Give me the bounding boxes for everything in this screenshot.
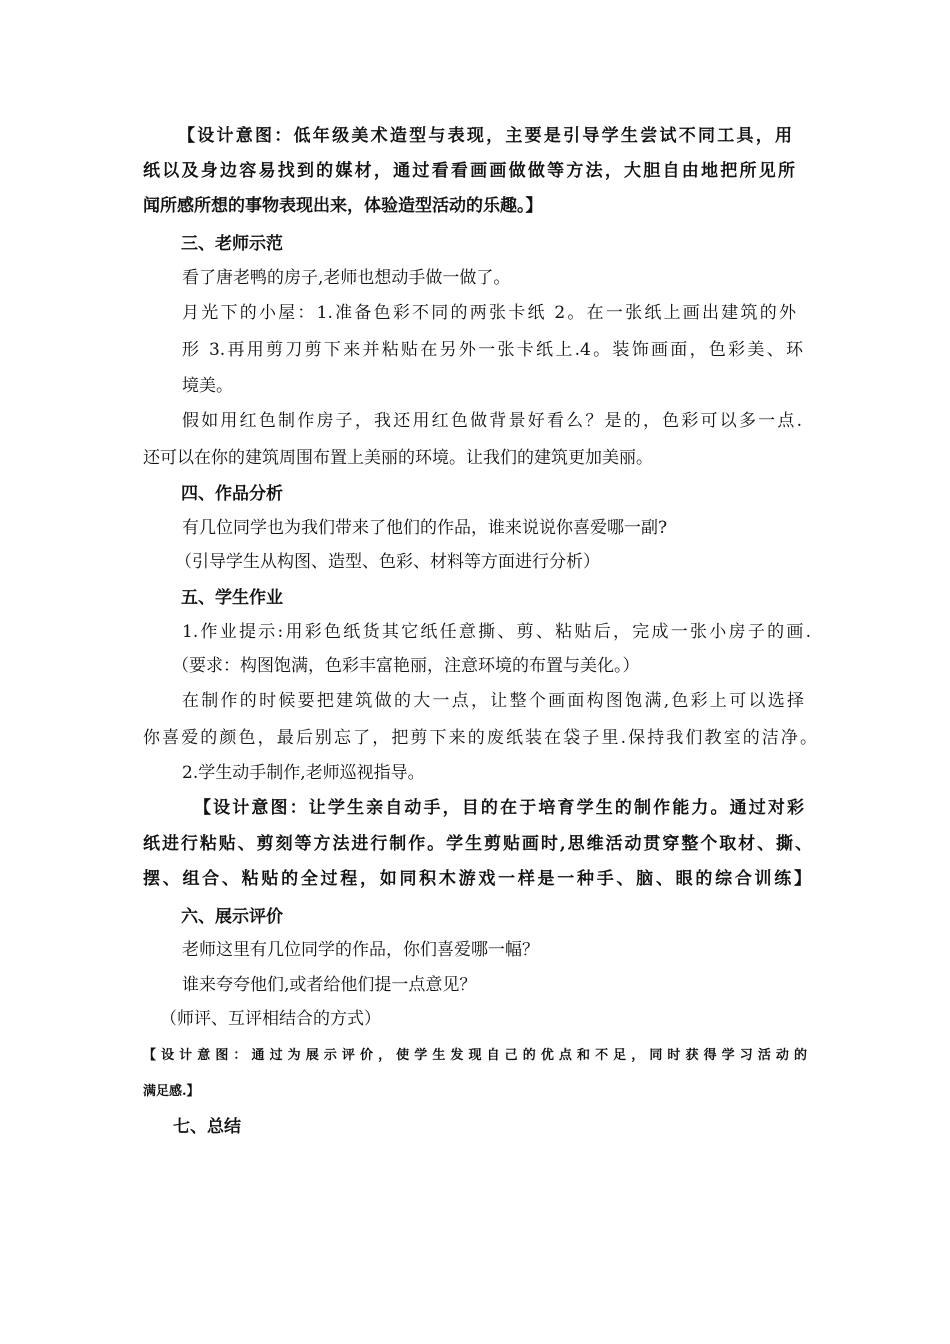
design-intent-3-line-1: 【设计意图：通过为展示评价，使学生发现自己的优点和不足，同时获得学习活动的 bbox=[143, 1048, 807, 1063]
paragraph-line: （引导学生从构图、造型、色彩、材料等方面进行分析） bbox=[175, 552, 600, 572]
paragraph-line: 境美。 bbox=[182, 376, 233, 396]
design-intent-2-line-1: 【设计意图：让学生亲自动手，目的在于培育学生的制作能力。通过对彩 bbox=[194, 798, 804, 818]
paragraph-line: 看了唐老鸭的房子,老师也想动手做一做了。 bbox=[182, 268, 511, 288]
paragraph-line: 谁来夸夸他们,或者给他们提一点意见？ bbox=[182, 975, 477, 995]
design-intent-1-line-1: 【设计意图：低年级美术造型与表现，主要是引导学生尝试不同工具，用 bbox=[178, 126, 792, 146]
paragraph-line: 1.作业提示:用彩色纸货其它纸任意撕、剪、粘贴后，完成一张小房子的画. bbox=[182, 622, 811, 642]
section-heading-summary: 七、总结 bbox=[173, 1117, 241, 1137]
paragraph-line: 还可以在你的建筑周围布置上美丽的环境。让我们的建筑更加美丽。 bbox=[143, 448, 653, 468]
design-intent-2-line-2: 纸进行粘贴、剪刻等方法进行制作。学生剪贴画时,思维活动贯穿整个取材、撕、 bbox=[143, 834, 812, 854]
paragraph-line: 有几位同学也为我们带来了他们的作品，谁来说说你喜爱哪一副? bbox=[182, 518, 668, 538]
design-intent-3-line-2: 满足感.】 bbox=[143, 1084, 200, 1099]
design-intent-2-line-3: 摆、组合、粘贴的全过程，如同积木游戏一样是一种手、脑、眼的综合训练】 bbox=[143, 869, 811, 889]
section-heading-teacher-demo: 三、老师示范 bbox=[181, 234, 283, 254]
section-heading-student-work: 五、学生作业 bbox=[181, 588, 283, 608]
design-intent-1-line-2: 纸以及身边容易找到的媒材，通过看看画画做做等方法，大胆自由地把所见所 bbox=[143, 161, 795, 181]
paragraph-line: 2.学生动手制作,老师巡视指导。 bbox=[182, 763, 425, 783]
design-intent-1-line-3: 闻所感所想的事物表现出来，体验造型活动的乐趣。】 bbox=[143, 196, 543, 216]
paragraph-line: 在制作的时候要把建筑做的大一点，让整个画面构图饱满,色彩上可以选择 bbox=[182, 691, 804, 711]
paragraph-line: 假如用红色制作房子，我还用红色做背景好看么？是的，色彩可以多一点. bbox=[182, 411, 802, 431]
paragraph-line: （师评、互评相结合的方式） bbox=[160, 1009, 381, 1029]
section-heading-display-evaluation: 六、展示评价 bbox=[181, 907, 283, 927]
paragraph-line: 形 3.再用剪刀剪下来并粘贴在另外一张卡纸上.4。装饰画面，色彩美、环 bbox=[182, 340, 803, 360]
paragraph-line: 老师这里有几位同学的作品，你们喜爱哪一幅？ bbox=[182, 940, 539, 960]
paragraph-line: 月光下的小屋：1.准备色彩不同的两张卡纸 2。在一张纸上画出建筑的外 bbox=[182, 303, 796, 323]
section-heading-work-analysis: 四、作品分析 bbox=[181, 484, 283, 504]
paragraph-line: （要求：构图饱满，色彩丰富艳丽，注意环境的布置与美化。） bbox=[172, 656, 640, 676]
paragraph-line: 你喜爱的颜色，最后别忘了，把剪下来的废纸装在袋子里.保持我们教室的洁净。 bbox=[143, 728, 817, 748]
